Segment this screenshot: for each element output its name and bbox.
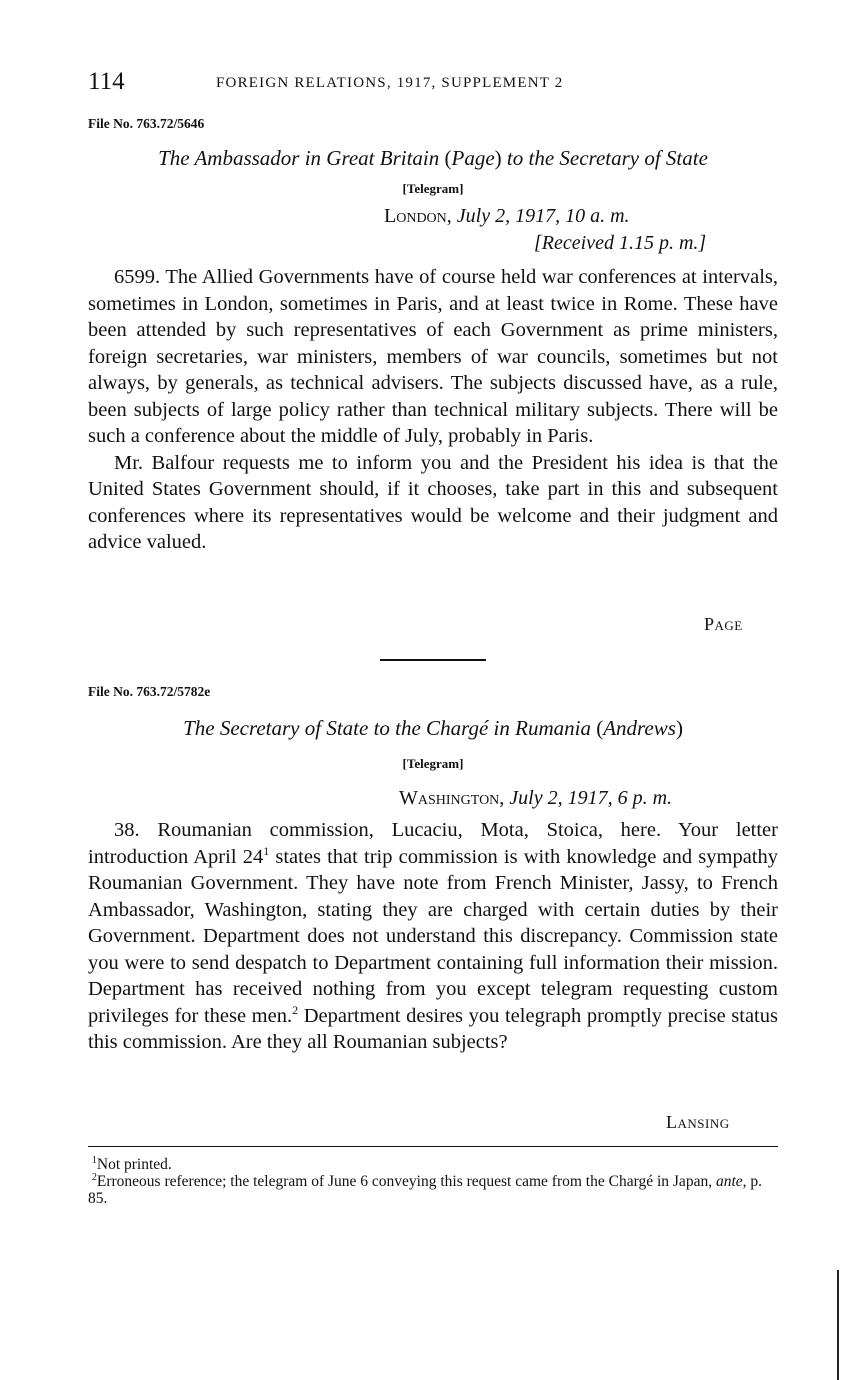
paragraph-2-1 — [88, 817, 778, 1056]
paragraph-2-segment-1: 38. Roumanian commission, Lucaciu, Mota, Stoica, here. Your letter introduction April 24 — [88, 819, 778, 868]
telegram-label-2: [Telegram] — [402, 756, 464, 771]
place-2: Washington, — [399, 787, 505, 809]
footnotes — [88, 1156, 778, 1207]
footnote-1-mark: 1 — [91, 1154, 97, 1166]
document-title-1: The Ambassador in Great Britain (Page) to the Secretary of State — [158, 146, 708, 170]
scan-edge-mark — [837, 1270, 839, 1380]
footnote-ref-2: 2 — [292, 1002, 299, 1017]
date-2: July 2, 1917, 6 p. m. — [509, 787, 673, 809]
running-head — [88, 68, 778, 98]
place-1: London, — [384, 205, 452, 227]
footnote-1 — [88, 1156, 778, 1173]
footnote-2-ante: ante — [715, 1173, 743, 1190]
signature-1: Page — [704, 614, 743, 634]
title-2-part-b: Andrews — [603, 716, 676, 740]
footnote-2 — [88, 1173, 778, 1207]
telegram-label-1: [Telegram] — [402, 181, 464, 196]
paragraph-1-1: 6599. The Allied Governments have of course held war conferences at intervals, sometimes in London, sometimes in Paris, and at least twice in Rome. These have been attended by such representatives of each Government as prime ministers, foreign secretaries, war ministers, members of war councils, sometimes but not always, by generals, as technical advisers. The subjects discussed have, as a rule, been subjects of large policy rather than technical military subjects. There will be such a conference about the middle of July, probably in Paris. — [88, 266, 778, 447]
paragraph-2-segment-2: states that trip commission is with knowledge and sympathy Roumanian Government. They have note from French Minister, Jassy, to French Ambassador, Washington, stating they are charged with certain duties by their Government. Department does not understand this discrepancy. Commission state you were to send despatch to Department containing full information their mission. Department has received nothing from you except telegram requesting custom privileges for these men. — [88, 845, 778, 1027]
footnote-1-text: Not printed. — [96, 1156, 172, 1173]
title-1-part-a: The Ambassador in Great Britain — [158, 146, 440, 170]
footnote-ref-1: 1 — [263, 843, 270, 858]
page-number: 114 — [88, 68, 125, 95]
footnote-rule — [88, 1146, 778, 1147]
date-1: July 2, 1917, 10 a. m. — [456, 205, 630, 227]
signature-2: Lansing — [666, 1112, 730, 1132]
title-1-part-b: Page — [451, 146, 495, 170]
dateline-1 — [384, 205, 630, 228]
footnote-2-text-a: Erroneous reference; the telegram of June 6 conveying this request came from the Chargé in Japan, — [96, 1173, 713, 1190]
body-text-1 — [88, 264, 778, 556]
footnote-2-mark: 2 — [91, 1171, 97, 1183]
dateline-2 — [399, 787, 672, 810]
paragraph-2-segment-3: Department desires you telegraph promptly precise status this commission. Are they all Roumanian subjects? — [88, 1004, 778, 1053]
paragraph-1-2: Mr. Balfour requests me to inform you and the President his idea is that the United States Government should, if it chooses, take part in this and subsequent conferences where its representatives would be welcome and their judgment and advice valued. — [88, 451, 778, 553]
footnote-2-text-b: , p. 85. — [88, 1173, 763, 1207]
running-title: FOREIGN RELATIONS, 1917, SUPPLEMENT 2 — [216, 75, 564, 91]
title-2-part-a: The Secretary of State to the Chargé in Rumania — [183, 716, 591, 740]
title-1-part-c: to the Secretary of State — [506, 146, 708, 170]
received-time: [Received 1.15 p. m.] — [534, 232, 707, 254]
document-title-2: The Secretary of State to the Chargé in Rumania (Andrews) — [183, 716, 683, 740]
body-text-2 — [88, 817, 778, 1056]
file-number-1: File No. 763.72/5646 — [88, 116, 205, 131]
file-number-2: File No. 763.72/5782e — [88, 684, 211, 699]
section-divider — [380, 659, 486, 661]
